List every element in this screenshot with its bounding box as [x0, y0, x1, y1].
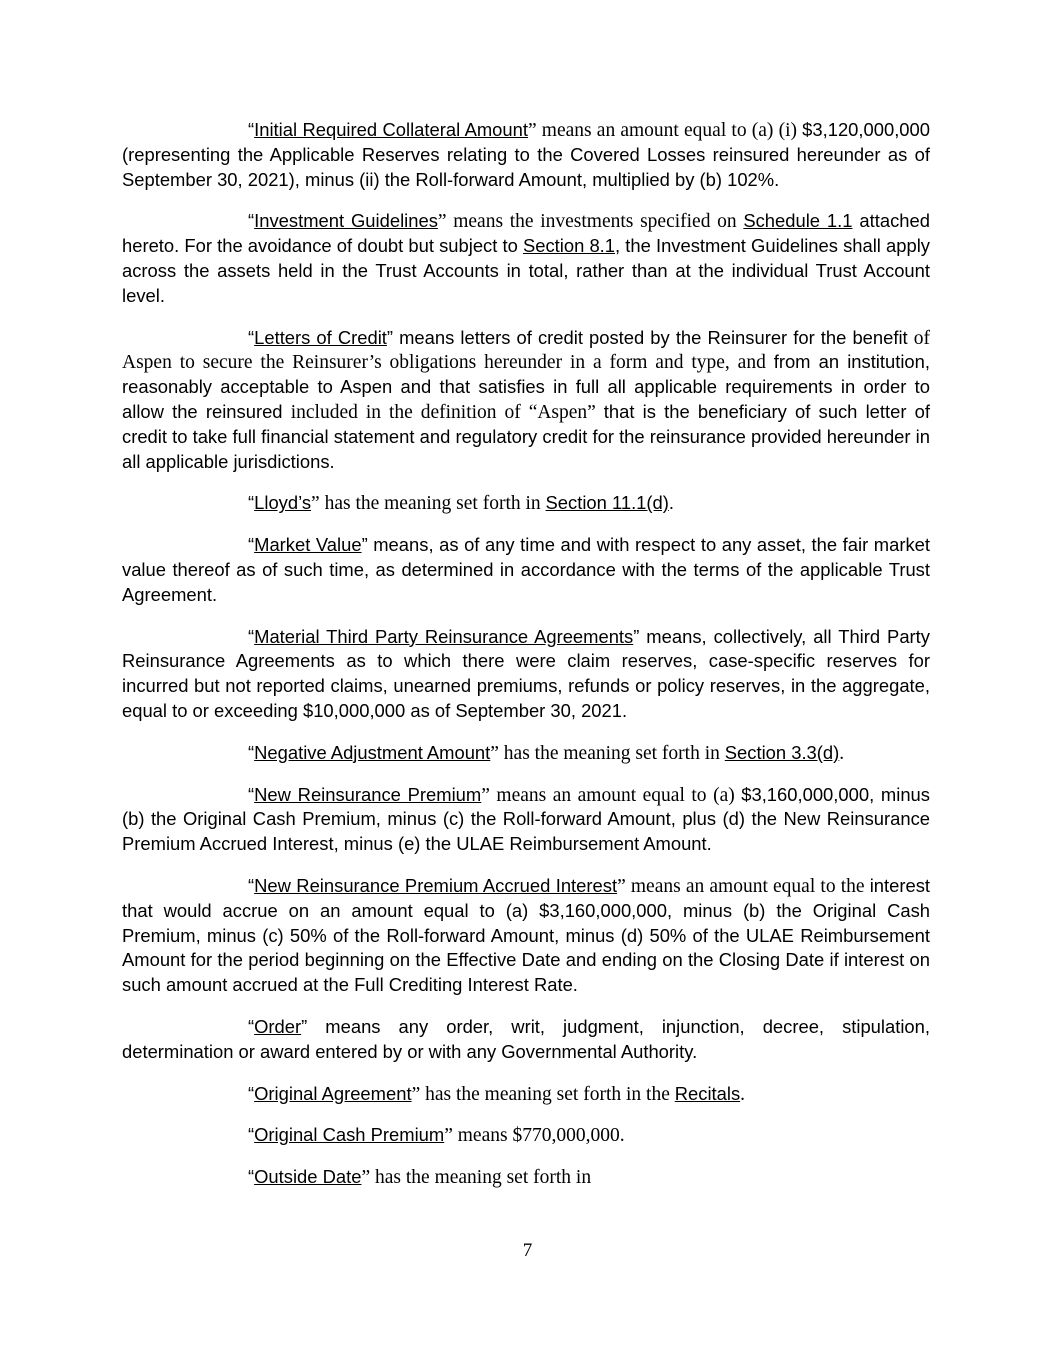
defined-term: Original Cash Premium [254, 1124, 445, 1146]
definition-text-run: included in the definition of “Aspen” [290, 401, 604, 423]
definition-text-run: interest that would accrue on an amount equal to (a) $3,160,000,000, minus (b) the Original Cash Premium, minus (c) 50% of the Roll-forward Amount, minus (d) 50% of the ULAE Reimbursement Amount for the period beginning on the Effective Date and ending on the Closing Date if interest on such amount accrued at the Full Crediting Interest Rate. [122, 874, 930, 996]
definition-text-run: ” means the investments specified on [437, 211, 744, 233]
defined-term: New Reinsurance Premium Accrued Interest [254, 874, 618, 896]
definition-paragraph-lloyds [122, 491, 930, 516]
defined-term: Outside Date [254, 1166, 362, 1188]
definition-text-run: ” has the meaning set forth in [361, 1167, 592, 1189]
open-quote: “ [248, 119, 255, 140]
definition-text-run: ” means $770,000,000. [444, 1125, 625, 1147]
document-body [122, 118, 930, 1190]
open-quote: “ [248, 326, 255, 348]
definition-text-run: ” means any order, writ, judgment, injunction, decree, stipulation, determination or award entered by or with any Governmental Authority. [122, 1015, 930, 1062]
defined-term: Initial Required Collateral Amount [254, 119, 528, 140]
open-quote: “ [248, 874, 255, 896]
definition-paragraph-investment-guidelines [122, 209, 930, 308]
defined-term: Market Value [254, 534, 362, 556]
definition-paragraph-letters-of-credit [122, 326, 930, 475]
definition-text-run: ” means, as of any time and with respect to any asset, the fair market value thereof as of such time, as determined in accordance with the terms of the applicable Trust Agreement. [122, 534, 930, 605]
open-quote: “ [248, 625, 255, 647]
definition-text-run: ” has the meaning set forth in the [411, 1083, 675, 1105]
open-quote: “ [248, 783, 255, 805]
definition-text-run: . [839, 742, 845, 764]
definition-text-run: ” means, collectively, all Third Party Reinsurance Agreements as to which there were claim reserves, case-specific reserves for incurred but not reported claims, unearned premiums, refunds or policy reserves, in the aggregate, equal to or exceeding $10,000,000 as of September 30, 2021. [122, 625, 930, 721]
cross-reference-recitals[interactable]: Recitals [674, 1082, 741, 1104]
open-quote: “ [248, 1124, 255, 1146]
defined-term: Material Third Party Reinsurance Agreements [254, 625, 634, 647]
definition-text-run: ” means an amount equal to (a) (i) [527, 120, 803, 141]
definition-text-run: attached hereto. For the avoidance of doubt but subject to [122, 210, 930, 257]
cross-reference-section-11-1-d[interactable]: Section 11.1(d) [545, 492, 669, 514]
defined-term: Order [254, 1015, 302, 1037]
definition-text-run: from an institution, reasonably acceptable to Aspen and that satisfies in full all applicable requirements in order to allow the reinsured [122, 351, 930, 422]
definition-paragraph-original-cash-premium [122, 1123, 930, 1148]
page-number: 7 [522, 1240, 533, 1261]
definition-text-run: . [668, 492, 675, 514]
definition-text-run: that is the beneficiary of such letter of credit to take full financial statement and regulatory credit for the reinsurance provided hereunder in all applicable jurisdictions. [122, 400, 930, 472]
definition-text-run: ” means letters of credit posted by the Reinsurer for the benefit [386, 326, 914, 348]
defined-term: Original Agreement [254, 1082, 412, 1104]
open-quote: “ [248, 1015, 255, 1037]
definition-text-run: ” has the meaning set forth in [490, 742, 725, 764]
definition-paragraph-initial-required-collateral-amount [122, 118, 930, 192]
cross-reference-section-8-1[interactable]: Section 8.1 [522, 235, 616, 257]
definition-text-run: . [740, 1083, 746, 1105]
definition-text-run: of Aspen to secure the Reinsurer’s obligations hereunder in a form and type, and [122, 327, 930, 374]
definition-text-run: ” has the meaning set forth in [311, 493, 546, 515]
definition-paragraph-market-value [122, 533, 930, 607]
definition-paragraph-material-third-party-reinsurance-agreements [122, 625, 930, 724]
definition-text-run: , the Investment Guidelines shall apply across the assets held in the Trust Accounts in total, rather than at the individual Trust Account level. [122, 235, 930, 306]
defined-term: Lloyd’s [254, 492, 312, 514]
definition-text-run: ” means an amount equal to the [617, 875, 870, 897]
definition-paragraph-outside-date [122, 1165, 930, 1190]
open-quote: “ [248, 1082, 255, 1104]
definition-paragraph-original-agreement [122, 1082, 930, 1107]
definition-text-run: ” means an amount equal to (a) [481, 784, 742, 806]
cross-reference-section-3-3-d[interactable]: Section 3.3(d) [724, 741, 840, 763]
definition-paragraph-order [122, 1015, 930, 1065]
definition-text-run: $3,160,000,000, minus (b) the Original Cash Premium, minus (c) the Roll-forward Amount, plus (d) the New Reinsurance Premium Accrued Interest, minus (e) the ULAE Reimbursement Amount. [122, 783, 930, 855]
defined-term: Negative Adjustment Amount [254, 741, 491, 763]
cross-reference-schedule-1-1[interactable]: Schedule 1.1 [743, 210, 853, 232]
open-quote: “ [248, 1166, 255, 1188]
definition-paragraph-negative-adjustment-amount [122, 741, 930, 766]
open-quote: “ [248, 534, 255, 556]
open-quote: “ [248, 741, 255, 763]
open-quote: “ [248, 492, 255, 514]
defined-term: Letters of Credit [254, 326, 387, 348]
definition-paragraph-new-reinsurance-premium-accrued-interest [122, 874, 930, 998]
open-quote: “ [248, 210, 255, 232]
defined-term: New Reinsurance Premium [254, 783, 482, 805]
defined-term: Investment Guidelines [254, 210, 438, 232]
definition-paragraph-new-reinsurance-premium [122, 783, 930, 857]
definition-text-run: $3,120,000,000 (representing the Applicable Reserves relating to the Covered Losses reinsured hereunder as of September 30, 2021), minus (ii) the Roll-forward Amount, multiplied by (b) 102%. [122, 119, 930, 190]
